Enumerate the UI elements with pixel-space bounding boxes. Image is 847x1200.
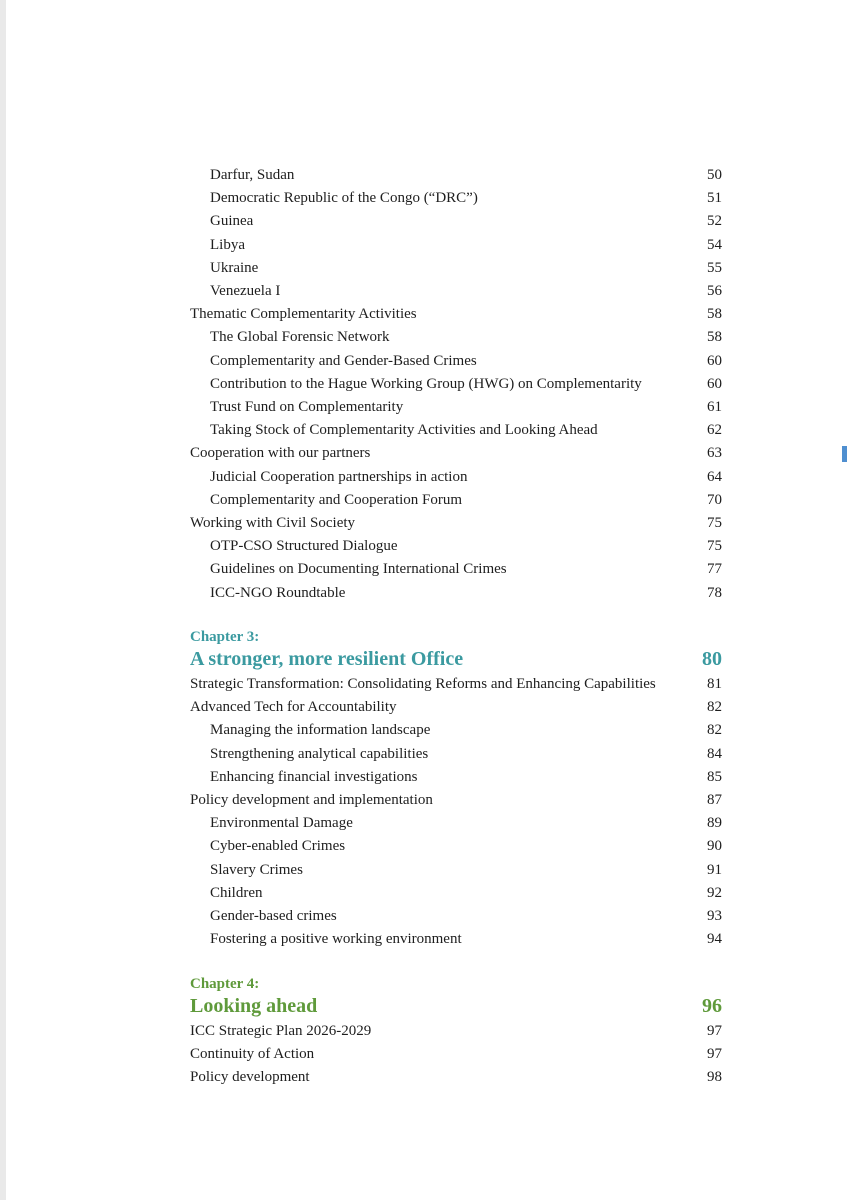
toc-entry-label: Fostering a positive working environment [210,931,462,948]
toc-page-number: 78 [707,584,722,601]
toc-entry-label: Cooperation with our partners [190,445,371,462]
toc-entry-label: Cyber-enabled Crimes [210,838,346,855]
toc-page-number: 85 [707,768,722,785]
toc-entry[interactable] [190,303,722,325]
scroll-position-marker[interactable] [842,446,847,462]
chapter4-label: Chapter 4: [190,976,260,992]
toc-entry-label: Environmental Damage [210,815,353,832]
toc-page-number: 81 [707,676,722,692]
toc-subentry[interactable] [190,280,722,302]
toc-page-number: 75 [707,538,722,555]
toc-entry-label: Democratic Republic of the Congo (“DRC”) [210,190,478,207]
toc-page-number: 82 [707,699,722,716]
toc-entry[interactable] [190,1066,722,1088]
document-page [6,0,847,1200]
toc-page-number: 97 [707,1046,722,1063]
toc-entry-label: ICC Strategic Plan 2026-2029 [190,1023,372,1039]
toc-page-number: 50 [707,167,722,183]
toc-page-number: 60 [707,375,722,392]
toc-subentry[interactable] [190,859,722,881]
toc-page-number: 93 [707,908,722,924]
toc-page-number: 87 [707,792,722,808]
toc-entry-label: Libya [210,236,245,253]
toc-entry-label: Guinea [210,213,254,230]
toc-subentry[interactable] [190,489,722,511]
toc-page-number: 62 [707,422,722,439]
toc-entry-label: Taking Stock of Complementarity Activities and Looking Ahead [210,422,598,439]
toc-subentry[interactable] [190,350,722,372]
chapter3-page-number: 80 [702,648,722,670]
toc-entry-label: Guidelines on Documenting International Crimes [210,561,507,578]
toc-entry-label: Contribution to the Hague Working Group (HWG) on Complementarity [210,375,642,392]
toc-entry-label: Complementarity and Cooperation Forum [210,491,463,508]
toc-page-number: 77 [707,561,722,578]
toc-subentry[interactable] [190,326,722,348]
toc-subentry[interactable] [190,210,722,232]
toc-subentry[interactable] [190,928,722,950]
toc-subentry[interactable] [190,466,722,488]
toc-entry-label: Managing the information landscape [210,722,431,739]
toc-page-number: 82 [707,722,722,739]
toc-entry-label: Strengthening analytical capabilities [210,745,429,762]
toc-subentry[interactable] [190,582,722,604]
toc-entry-label: Policy development and implementation [190,792,433,808]
toc-page-number: 92 [707,884,722,901]
toc-page-number: 52 [707,213,722,230]
toc-subentry[interactable] [190,812,722,834]
toc-page-number: 89 [707,815,722,832]
toc-entry[interactable] [190,1043,722,1065]
toc-page-number: 90 [707,838,722,855]
toc-subentry[interactable] [190,535,722,557]
toc-entry-label: Gender-based crimes [210,908,337,924]
toc-subentry[interactable] [190,719,722,741]
toc-entry[interactable] [190,789,722,811]
toc-entry[interactable] [190,696,722,718]
toc-page-number: 97 [707,1023,722,1039]
toc-subentry[interactable] [190,164,722,186]
toc-page-number: 56 [707,283,722,299]
table-of-contents [6,0,847,1200]
toc-entry-label: Strategic Transformation: Consolidating Reforms and Enhancing Capabilities [190,676,656,692]
toc-subentry[interactable] [190,373,722,395]
toc-page-number: 54 [707,236,722,253]
toc-page-number: 75 [707,515,722,531]
toc-entry-label: Working with Civil Society [190,515,356,531]
toc-subentry[interactable] [190,558,722,580]
chapter4-page-number: 96 [702,995,722,1017]
toc-subentry[interactable] [190,905,722,927]
toc-entry-label: Slavery Crimes [210,861,303,878]
toc-entry-label: Children [210,884,263,901]
toc-entry-label: Venezuela I [210,283,281,299]
toc-entry-label: Darfur, Sudan [210,167,295,183]
toc-entry-label: Enhancing financial investigations [210,768,418,785]
toc-page-number: 58 [707,329,722,346]
toc-page-number: 58 [707,306,722,323]
toc-subentry[interactable] [190,743,722,765]
toc-page-number: 55 [707,259,722,276]
toc-page-number: 63 [707,445,722,462]
toc-subentry[interactable] [190,396,722,418]
toc-entry-label: ICC-NGO Roundtable [210,584,346,601]
toc-subentry[interactable] [190,882,722,904]
toc-subentry[interactable] [190,257,722,279]
toc-entry[interactable] [190,673,722,695]
toc-subentry[interactable] [190,835,722,857]
toc-page-number: 84 [707,745,722,762]
toc-entry-label: Continuity of Action [190,1046,315,1063]
toc-entry-label: Policy development [190,1069,310,1086]
toc-page-number: 61 [707,399,722,415]
toc-entry-label: Thematic Complementarity Activities [190,306,417,323]
toc-entry-label: The Global Forensic Network [210,329,390,346]
toc-subentry[interactable] [190,419,722,441]
toc-page-number: 60 [707,352,722,369]
chapter4-title-row[interactable] [190,992,722,1020]
toc-entry-label: Trust Fund on Complementarity [210,399,404,415]
toc-entry[interactable] [190,512,722,534]
chapter3-label: Chapter 3: [190,629,260,645]
toc-entry[interactable] [190,1020,722,1042]
toc-page-number: 70 [707,491,722,508]
toc-entry-label: Judicial Cooperation partnerships in action [210,468,468,485]
toc-subentry[interactable] [190,766,722,788]
chapter3-title-row[interactable] [190,645,722,673]
chapter4-title: Looking ahead [190,995,318,1017]
toc-entry-label: OTP-CSO Structured Dialogue [210,538,398,555]
toc-page-number: 51 [707,190,722,207]
toc-entry-label: Advanced Tech for Accountability [190,699,397,716]
toc-page-number: 98 [707,1069,722,1086]
toc-subentry[interactable] [190,234,722,256]
toc-entry-label: Complementarity and Gender-Based Crimes [210,352,477,369]
toc-subentry[interactable] [190,187,722,209]
toc-entry[interactable] [190,442,722,464]
toc-page-number: 94 [707,931,722,948]
chapter3-title: A stronger, more resilient Office [190,648,464,670]
toc-page-number: 91 [707,861,722,878]
toc-page-number: 64 [707,468,722,485]
toc-entry-label: Ukraine [210,259,259,276]
